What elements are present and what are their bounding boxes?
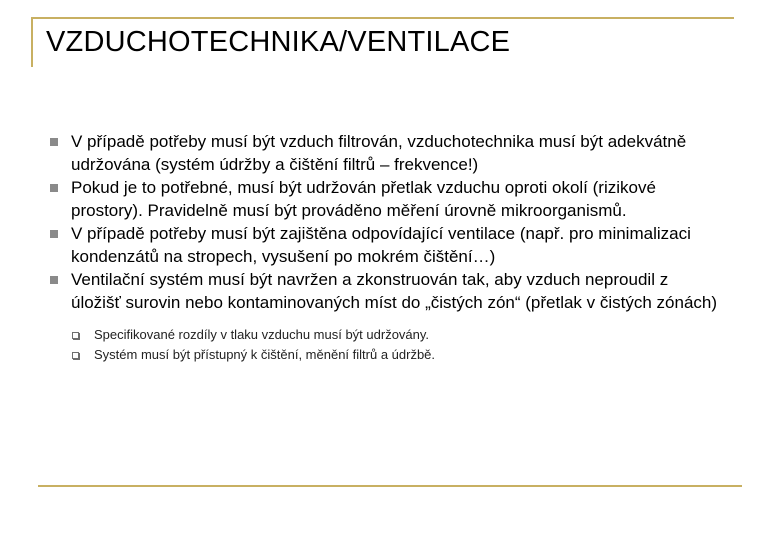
square-bullet-icon	[50, 230, 58, 238]
sub-bullet-item	[71, 325, 720, 345]
bullet-list	[50, 130, 720, 365]
sub-bullet-list	[71, 325, 720, 365]
square-bullet-icon	[50, 138, 58, 146]
sub-bullet-text: Systém musí být přístupný k čištění, měnění filtrů a údržbě.	[94, 347, 436, 362]
bullet-text: V případě potřeby musí být zajištěna odpovídající ventilace (např. pro minimalizaci kondenzátů na stropech, vysušení po mokrém čištění…)	[71, 224, 691, 266]
sub-bullet-item	[71, 345, 720, 365]
bullet-text: Ventilační systém musí být navržen a zkonstruován tak, aby vzduch neproudil z úložišť surovin nebo kontaminovaných míst do „čistých zón“ (přetlak v čistých zónách)	[71, 270, 718, 312]
bullet-text: V případě potřeby musí být vzduch filtrován, vzduchotechnika musí být adekvátně udržována (systém údržby a čištění filtrů – frekvence!)	[71, 132, 687, 174]
square-bullet-icon	[50, 184, 58, 192]
bullet-item	[50, 268, 720, 365]
sub-bullet-text: Specifikované rozdíly v tlaku vzduchu musí být udržovány.	[94, 327, 430, 342]
bullet-item	[50, 130, 720, 176]
hollow-square-bullet-icon	[72, 352, 79, 359]
title-frame-left-rule	[31, 17, 33, 67]
title-frame-top-rule	[31, 17, 734, 19]
bullet-item	[50, 222, 720, 268]
footer-rule	[38, 485, 742, 487]
slide-title: VZDUCHOTECHNIKA/VENTILACE	[46, 26, 511, 58]
square-bullet-icon	[50, 276, 58, 284]
bullet-item	[50, 176, 720, 222]
bullet-text: Pokud je to potřebné, musí být udržován přetlak vzduchu oproti okolí (rizikové prostory). Pravidelně musí být prováděno měření úrovně mikroorganismů.	[71, 178, 656, 220]
hollow-square-bullet-icon	[72, 332, 79, 339]
